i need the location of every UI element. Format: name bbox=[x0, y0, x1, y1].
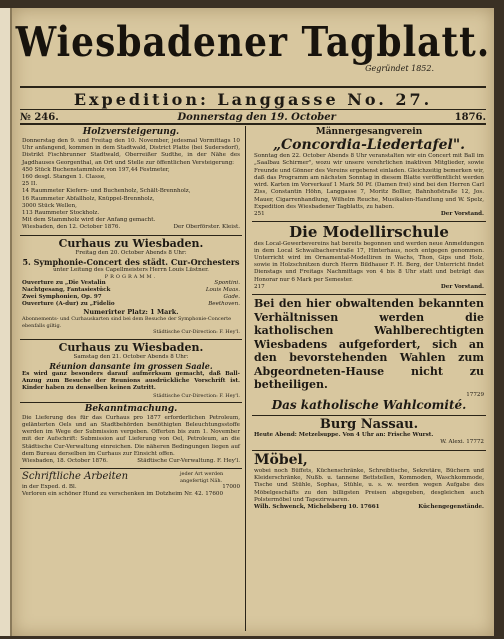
binding-strip bbox=[0, 8, 12, 636]
ad-body: Bei den hier obwaltenden bekannten Verhältnissen werden die katholischen Wahlberechtigten Wiesbadens aufgefordert, sich an den bevorstehenden Wahlen zum Abgeordneten-Hause nicht zu betheiligen. bbox=[254, 297, 484, 392]
ad-heading: Schriftliche Arbeiten bbox=[22, 471, 129, 483]
ad-signature: Städtische Cur-Direction: F. Hey'l. bbox=[153, 392, 240, 399]
ad-heading: Bekanntmachung. bbox=[84, 403, 178, 414]
ad-bekanntmachung bbox=[20, 403, 242, 469]
ad-body: Die Lieferung des für das Curhaus pro 1877 erforderlichen Petroleum, gelänterten Oels und an Stadtbehörden benöthigten Beleuchtungsstoffe werden im Wege der Submission vergeben. Offerten bis zum 1. November mit der Aufschrift: Submission auf Lieferung von Oel, Petroleum, an die Städtische Cur-Verwaltung einreichen. Die näheren Bedingungen liegen auf dem Bureau derselben im Curhaus zur Einsicht offen. bbox=[22, 414, 240, 457]
ad-note: Abonnements- und Curhauskarten sind bei dem Besuche der Symphonie-Concerte ebenfalls giltig. bbox=[22, 316, 232, 329]
program-label: PROGRAMM. bbox=[104, 274, 158, 281]
ad-modellirschule bbox=[252, 222, 486, 295]
ad-concordia bbox=[252, 126, 486, 222]
ad-line: 14 Raummeter Kiefern- und Buchenholz, Schält-Brennholz, bbox=[22, 188, 191, 195]
left-column bbox=[20, 126, 242, 631]
ad-subheading: Freitag den 20. October Abends 8 Uhr: bbox=[75, 249, 187, 256]
ad-signature: W. Alexi. 17772 bbox=[440, 439, 484, 446]
ad-body: des Local-Gewerbevereins hat bereits begonnen und werden neue Anmeldungen in dem Local Schwalbacherstraße 17, Hinterhaus, noch entgegen genommen. Unterricht wird im Ornamental-Modelliren in Wachs, Thon, Gips und Holz, sowie in Holzschnitzen durch Herrn Bildhauer F. H. Berg, der Unterricht findet Dienstags und Freitags Nachmittags von 4 bis 8 Uhr statt und beträgt das Honorar nur 6 Mark per Semester. bbox=[254, 240, 484, 283]
right-column bbox=[252, 126, 486, 631]
ad-line: 160 desgl. Stangen 1. Classe, bbox=[22, 173, 106, 180]
ad-heading: Burg Nassau. bbox=[319, 416, 419, 432]
ad-concert: 5. Symphonie-Concert des städt. Cur-Orchesters bbox=[22, 256, 240, 267]
ad-entry: Numerirter Platz: 1 Mark. bbox=[83, 308, 179, 317]
program-list bbox=[22, 280, 240, 308]
ad-event: Réunion dansante im grossen Saale. bbox=[49, 360, 213, 371]
ad-signature: 251 Der Vorstand. bbox=[254, 210, 484, 217]
program-item: Ouverture zu „Die Vestalin Spontini. bbox=[22, 280, 240, 287]
ad-heading: Curhaus zu Wiesbaden. bbox=[58, 340, 204, 354]
ad-curhaus-reunion bbox=[20, 340, 242, 403]
rule-bottom bbox=[20, 123, 486, 125]
ad-lost-dog: Verloren ein schöner Hund zu verschenken im Dotzheim Nr. 42. 17600 bbox=[22, 491, 224, 498]
ad-line: 16 Raummeter Abfallholz, Knüppel-Brennholz, bbox=[22, 195, 155, 202]
ad-heading: „Concordia-Liedertafel". bbox=[272, 136, 466, 153]
ad-preheading: Männergesangverein bbox=[315, 127, 423, 137]
rule-top bbox=[20, 86, 486, 88]
ad-heading: Die Modellirschule bbox=[289, 223, 449, 242]
ad-body: Es wird ganz besonders darauf aufmerksam gemacht, daß Ball-Anzug zum Besuche der Reunions ausdrückliche Vorschrift ist. Kinder haben zu denselben keinen Zutritt. bbox=[22, 370, 240, 392]
ad-heading: Holzversteigerung. bbox=[82, 127, 180, 137]
ad-holzversteigerung bbox=[20, 126, 242, 236]
ad-signature bbox=[22, 224, 240, 231]
ad-line: 113 Raummeter Stockholz. bbox=[22, 209, 100, 216]
ad-body: Donnerstag den 9. und Freitag den 10. November, jedesmal Vormittags 10 Uhr anfangend, kommen in dem Stadtwald, District Platte (bei Sudersdorf), Distrikt Fischbrunner Stadtwald, Oberreißer Sudthe, in der Nähe des Jagdhauses Georgenthal, an Ort und Stelle zur öffentlichen Versteigerung: bbox=[22, 137, 240, 166]
program-item: Zwei Symphonien, Op. 97 Gade. bbox=[22, 294, 240, 301]
ad-leader: unter Leitung des Capellmeisters Herrn Louis Lüstner. bbox=[53, 266, 209, 273]
ad-schriftliche-arbeiten bbox=[20, 469, 242, 501]
ad-signature: Wiesbaden, 18. October 1876. Städtische Cur-Verwaltung. F. Hey'l. bbox=[22, 458, 240, 465]
ad-signature: Das katholische Wahlcomité. bbox=[271, 397, 467, 412]
ad-heading: Curhaus zu Wiesbaden. bbox=[58, 236, 204, 250]
ad-subheading: Samstag den 21. October Abends 8 Uhr: bbox=[73, 353, 189, 360]
ad-heading: Möbel, bbox=[254, 451, 308, 468]
ad-heading-row bbox=[22, 471, 240, 484]
ad-moebel bbox=[252, 451, 486, 515]
program-item: Ouverture (A-dur) zu „Fidelio Beethoven. bbox=[22, 301, 240, 308]
issue-year: 1876. bbox=[454, 112, 486, 123]
ad-curhaus-concert bbox=[20, 236, 242, 340]
ad-body: Sonntag den 22. October Abends 8 Uhr veranstalten wir ein Concert mit Ball im „Saalbau Schirmer", wozu wir unsere verehrlichen inaktiven Mitglieder, sowie Freunde und Gönner des Vereins ergebenst einladen. Gleichzeitig bemerken wir, daß das Programm am nächsten Sonntag in diesem Blatte veröffentlicht werden wird. Karten im Vorverkauf 1 Mark 50 Pf. (Damen frei) sind bei den Herren Carl Ziss, Constantin Höhn, Langgasse 7, Moritz Bollier, Bahnhofstraße 12, Jos. Mauer, Cigarrenhandlung, Wilhelm Reuche, Musikalien-Handlung und W. Spelz, Expedition des Wiesbadener Tagblatts, zu haben. bbox=[254, 153, 484, 210]
ad-signature-row: Wilh. Schwenck, Michelsberg 10. 17661 Küchengegenstände. bbox=[254, 504, 484, 511]
newspaper-page bbox=[12, 8, 494, 636]
ad-line: 3000 Stück Wellen, bbox=[22, 202, 77, 209]
ad-signature: Städtische Cur-Direction: F. Hey'l. bbox=[153, 329, 240, 336]
ad-line: 450 Stück Buchenstammholz von 197,44 Festmeter, bbox=[22, 166, 170, 173]
ad-line: 25 II. bbox=[22, 181, 38, 188]
ad-signature: 217 Der Vorstand. bbox=[254, 283, 484, 290]
ad-body: Mit dem Stammholz wird der Anfang gemacht. bbox=[22, 217, 156, 224]
issue-number: № 246. bbox=[20, 112, 59, 123]
ad-body: wobei noch Büffets, Küchenschränke, Schreibtische, Sekretäre, Büchern und Kleiderschränke, Nußb. u. tannene Bettstellen, Kommoden, Waschkommode, Tische und Stühle, Sophas, Stühle, u. s. w. werden wegen Aufgabe des Möbelgeschäfts zu den billigsten Preisen abgegeben, desgleichen auch Polstermöbel und Tapezirwaaren. bbox=[254, 468, 484, 503]
ad-burg-nassau bbox=[252, 416, 486, 451]
expedition-line: Expedition: Langgasse No. 27. bbox=[73, 90, 433, 109]
ad-wahlcomite bbox=[252, 295, 486, 416]
column-divider bbox=[245, 126, 246, 631]
ad-place: Wiesbaden, den 12. October 1876. bbox=[22, 224, 121, 231]
ad-number: 17729 bbox=[466, 391, 484, 398]
program-item: Nachtgesang, Fantasiestück Louis Maas. bbox=[22, 287, 240, 294]
ad-body: Heute Abend: Metzelsuppe. Von 4 Uhr an: Frische Wurst. bbox=[254, 432, 434, 439]
ad-signer: Der Oberförster. Kleist. bbox=[173, 224, 240, 231]
rule-mid bbox=[20, 109, 486, 110]
issue-line bbox=[20, 112, 486, 123]
founded-note: Gegründet 1852. bbox=[365, 64, 434, 73]
newspaper-title: Wiesbadener Tagblatt. bbox=[15, 17, 491, 67]
issue-date: Donnerstag den 19. October bbox=[177, 112, 336, 123]
ad-ref-row: in der Exped. d. Bl. 17000 bbox=[22, 484, 240, 491]
ad-side: jeder Art werden angefertigt Näh. bbox=[180, 471, 224, 484]
